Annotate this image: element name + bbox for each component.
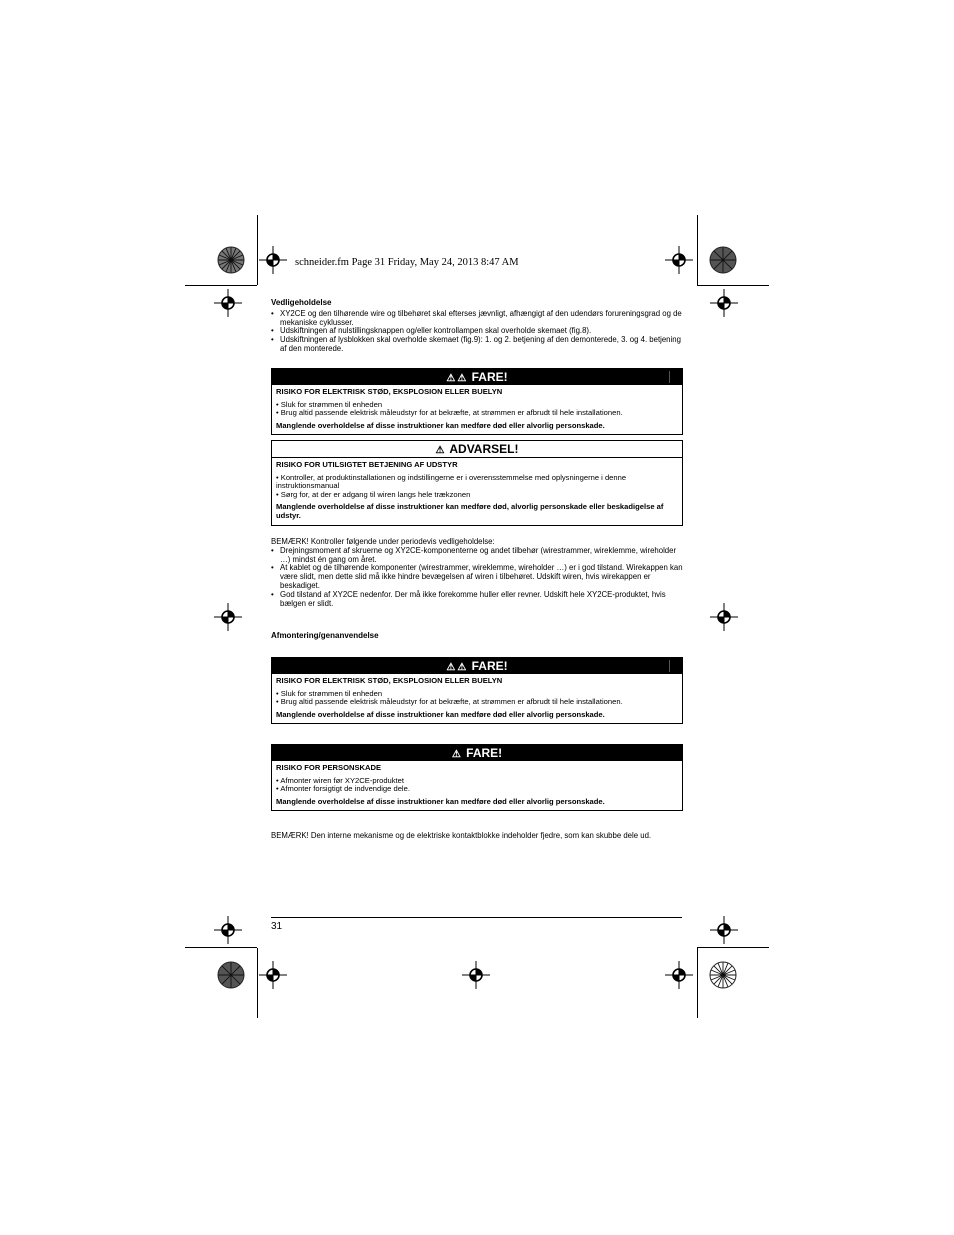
list-item: • Sluk for strømmen til enheden <box>276 399 383 409</box>
divider <box>669 371 670 383</box>
warning-title: ADVARSEL! <box>449 442 519 456</box>
registration-mark-icon <box>710 289 738 317</box>
list-item: • Drejningsmoment af skruerne og XY2CE-komponenterne og andet tilbehør (wirestrammer, wireklemme, wireholder …) mindst én gang om året. <box>271 547 683 565</box>
danger-box <box>271 657 683 724</box>
footer-rule <box>271 917 682 918</box>
warning-box <box>271 440 683 526</box>
list-item: • Afmonter wiren før XY2CE-produktet <box>276 775 405 785</box>
section-heading: Afmontering/genanvendelse <box>271 631 379 640</box>
registration-mark-icon <box>214 916 242 944</box>
warning-triangle-icon: ⚠ <box>435 445 445 456</box>
warning-triangle-icon: ⚠ <box>446 662 456 673</box>
crop-line <box>185 285 257 286</box>
note-intro: BEMÆRK! Kontroller følgende under periodevis vedligeholdelse: <box>271 537 495 546</box>
warning-triangle-icon: ⚠ <box>451 749 461 760</box>
starburst-target-icon <box>217 246 245 274</box>
warning-triangle-icon: ⚠ <box>457 373 467 384</box>
disassembly-section <box>271 632 683 643</box>
registration-mark-icon <box>259 246 287 274</box>
starburst-target-icon <box>709 961 737 989</box>
danger-title: FARE! <box>471 370 508 384</box>
consequence-text: Manglende overholdelse af disse instruktioner kan medføre død eller alvorlig personskade. <box>276 796 605 806</box>
danger-title-bar <box>272 658 682 674</box>
warning-triangle-icon: ⚠ <box>457 662 467 673</box>
consequence-text: Manglende overholdelse af disse instruktioner kan medføre død, alvorlig personskade eller beskadigelse af udstyr. <box>276 502 664 520</box>
warning-triangle-icon: ⚠ <box>446 373 456 384</box>
risk-title: RISIKO FOR ELEKTRISK STØD, EKSPLOSION ELLER BUELYN <box>276 387 503 396</box>
list-item: • XY2CE og den tilhørende wire og tilbehøret skal efterses jævnligt, afhængigt af den udendørs forureningsgrad og de mekaniske cyklusser. <box>271 310 683 328</box>
danger-title: FARE! <box>466 746 503 760</box>
danger-box <box>271 368 683 435</box>
registration-mark-icon <box>214 289 242 317</box>
consequence-text: Manglende overholdelse af disse instruktioner kan medføre død eller alvorlig personskade. <box>276 420 605 430</box>
list-item: • Udskiftningen af lysblokken skal overholde skemaet (fig.9): 1. og 2. betjening af den demonterede, 3. og 4. betjening af den monterede. <box>271 336 683 354</box>
starburst-target-icon <box>217 961 245 989</box>
consequence-text: Manglende overholdelse af disse instruktioner kan medføre død eller alvorlig personskade. <box>276 709 605 719</box>
list-item: • God tilstand af XY2CE nedenfor. Der må ikke forekomme huller eller revner. Udskift hele XY2CE-produktet, hvis bælgen er slidt. <box>271 591 683 609</box>
risk-title: RISIKO FOR PERSONSKADE <box>276 763 382 772</box>
crop-line <box>697 215 698 285</box>
list-item: • Afmonter forsigtigt de indvendige dele. <box>276 784 410 794</box>
crop-line <box>697 948 698 1018</box>
list-item: • At kablet og de tilhørende komponenter (wirestrammer, wireklemme, wireholder …) er i god tilstand. Wirekappen kan være slidt, men dette slid må ikke hindre bevægelsen af wiren i tilbehøret. Udskift wiren, hvis wirekappen er beskadiget. <box>271 564 683 590</box>
section-heading: Vedligeholdelse <box>271 298 332 307</box>
maintenance-list <box>271 310 683 354</box>
registration-mark-icon <box>665 246 693 274</box>
warning-title-bar <box>272 441 682 458</box>
list-item: • Brug altid passende elektrisk måleudstyr for at bekræfte, at strømmen er afbrudt til hele installationen. <box>276 697 623 707</box>
danger-title-bar <box>272 745 682 761</box>
crop-line <box>257 215 258 285</box>
list-item: • Sørg for, at der er adgang til wiren langs hele trækzonen <box>276 489 471 499</box>
registration-mark-icon <box>665 961 693 989</box>
risk-title: RISIKO FOR UTILSIGTET BETJENING AF UDSTYR <box>276 460 458 469</box>
crop-line <box>257 948 258 1018</box>
registration-mark-icon <box>259 961 287 989</box>
springs-note <box>271 832 683 841</box>
list-item: • Sluk for strømmen til enheden <box>276 688 383 698</box>
registration-mark-icon <box>710 603 738 631</box>
registration-mark-icon <box>462 961 490 989</box>
danger-title-bar <box>272 369 682 385</box>
divider <box>669 660 670 672</box>
list-item: • Udskiftningen af nulstillingsknappen og/eller kontrollampen skal overholde skemaet (fig.8). <box>271 327 683 336</box>
risk-title: RISIKO FOR ELEKTRISK STØD, EKSPLOSION ELLER BUELYN <box>276 676 503 685</box>
file-info-header: schneider.fm Page 31 Friday, May 24, 2013 8:47 AM <box>295 257 519 268</box>
crop-line <box>697 285 769 286</box>
note-text: BEMÆRK! Den interne mekanisme og de elektriske kontaktblokke indeholder fjedre, som kan skubbe dele ud. <box>271 831 652 840</box>
starburst-target-icon <box>709 246 737 274</box>
list-item: • Kontroller, at produktinstallationen og indstillingerne er i overensstemmelse med oplysningerne i denne instruktionsmanual <box>276 472 627 491</box>
maintenance-section <box>271 299 683 354</box>
list-item: • Brug altid passende elektrisk måleudstyr for at bekræfte, at strømmen er afbrudt til hele installationen. <box>276 408 623 418</box>
danger-box <box>271 744 683 811</box>
registration-mark-icon <box>214 603 242 631</box>
registration-mark-icon <box>710 916 738 944</box>
crop-line <box>697 947 769 948</box>
note-list <box>271 547 683 609</box>
page-number: 31 <box>271 921 283 932</box>
danger-title: FARE! <box>471 659 508 673</box>
periodic-maintenance-note <box>271 538 683 608</box>
crop-line <box>185 947 257 948</box>
